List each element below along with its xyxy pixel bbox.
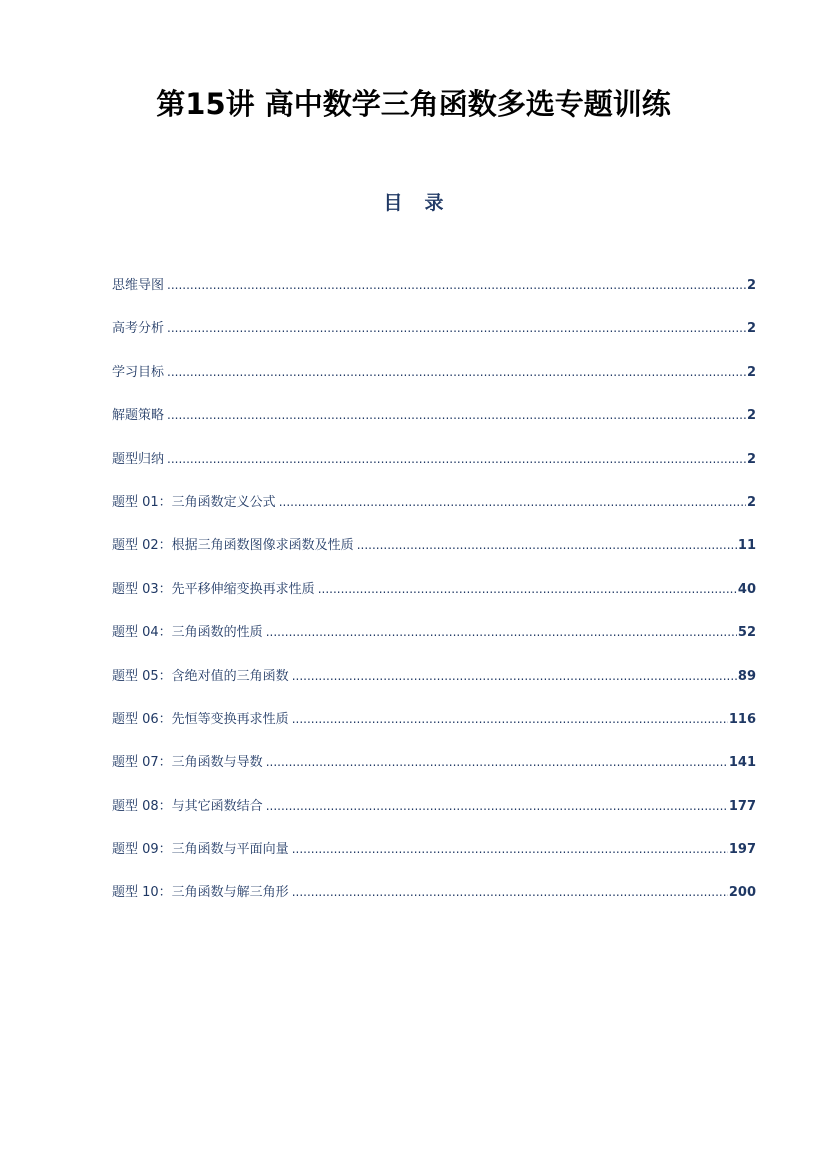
toc-entry-label: 题型 05：含绝对值的三角函数 xyxy=(112,668,289,684)
toc-leader-dots xyxy=(292,712,728,726)
toc-entry-page: 2 xyxy=(746,494,756,510)
toc-entry-label: 题型归纳 xyxy=(112,451,165,467)
toc-leader-dots xyxy=(266,755,728,769)
toc-leader-dots xyxy=(266,625,737,639)
toc-entry-type-05[interactable] xyxy=(112,665,756,708)
toc-leader-dots xyxy=(266,799,728,813)
toc-entry-type-summary[interactable] xyxy=(112,448,756,491)
toc-entry-label: 学习目标 xyxy=(112,364,165,380)
toc-entry-page: 2 xyxy=(746,321,756,337)
toc-entry-page: 2 xyxy=(746,408,756,424)
toc-heading-char-2: 录 xyxy=(424,192,444,214)
toc-entry-label: 题型 01：三角函数定义公式 xyxy=(112,494,276,510)
toc-entry-page: 200 xyxy=(728,885,756,901)
toc-entry-page: 141 xyxy=(728,755,756,771)
toc-entry-page: 177 xyxy=(728,798,756,814)
toc-entry-label: 题型 07：三角函数与导数 xyxy=(112,755,263,771)
toc-entry-label: 题型 03：先平移伸缩变换再求性质 xyxy=(112,581,315,597)
toc-entry-page: 40 xyxy=(737,581,756,597)
toc-entry-type-04[interactable] xyxy=(112,621,756,664)
toc-entry-mind-map[interactable] xyxy=(112,274,756,317)
toc-entry-page: 2 xyxy=(746,451,756,467)
toc-entry-type-02[interactable] xyxy=(112,534,756,577)
toc-leader-dots xyxy=(292,885,728,899)
toc-leader-dots xyxy=(167,452,746,466)
toc-entry-page: 52 xyxy=(737,625,756,641)
toc-leader-dots xyxy=(279,495,746,509)
toc-leader-dots xyxy=(167,365,746,379)
table-of-contents xyxy=(112,274,756,925)
toc-entry-type-06[interactable] xyxy=(112,708,756,751)
toc-entry-label: 题型 08：与其它函数结合 xyxy=(112,798,263,814)
toc-entry-page: 89 xyxy=(737,668,756,684)
toc-entry-page: 2 xyxy=(746,364,756,380)
toc-entry-page: 116 xyxy=(728,711,756,727)
toc-entry-type-08[interactable] xyxy=(112,795,756,838)
toc-entry-label: 解题策略 xyxy=(112,408,165,424)
toc-leader-dots xyxy=(167,278,746,292)
toc-entry-type-10[interactable] xyxy=(112,881,756,924)
page-title: 第15讲 高中数学三角函数多选专题训练 xyxy=(156,87,671,121)
toc-leader-dots xyxy=(318,582,737,596)
toc-entry-label: 题型 04：三角函数的性质 xyxy=(112,625,263,641)
toc-entry-page: 2 xyxy=(746,278,756,293)
toc-entry-exam-analysis[interactable] xyxy=(112,317,756,360)
toc-leader-dots xyxy=(357,538,737,552)
toc-entry-type-07[interactable] xyxy=(112,751,756,794)
toc-entry-label: 题型 09：三角函数与平面向量 xyxy=(112,842,289,858)
toc-leader-dots xyxy=(167,408,746,422)
toc-entry-label: 题型 02：根据三角函数图像求函数及性质 xyxy=(112,538,354,554)
toc-entry-learning-goals[interactable] xyxy=(112,361,756,404)
toc-entry-label: 题型 10：三角函数与解三角形 xyxy=(112,885,289,901)
toc-entry-type-01[interactable] xyxy=(112,491,756,534)
toc-entry-type-03[interactable] xyxy=(112,578,756,621)
toc-leader-dots xyxy=(292,842,728,856)
toc-entry-label: 思维导图 xyxy=(112,278,165,293)
toc-leader-dots xyxy=(292,669,737,683)
toc-entry-type-09[interactable] xyxy=(112,838,756,881)
toc-entry-page: 197 xyxy=(728,842,756,858)
toc-heading xyxy=(0,188,827,215)
toc-entry-strategy[interactable] xyxy=(112,404,756,447)
toc-leader-dots xyxy=(167,321,746,335)
toc-heading-char-1: 目 xyxy=(383,192,403,214)
toc-entry-page: 11 xyxy=(737,538,756,554)
toc-entry-label: 题型 06：先恒等变换再求性质 xyxy=(112,711,289,727)
toc-entry-label: 高考分析 xyxy=(112,321,165,337)
